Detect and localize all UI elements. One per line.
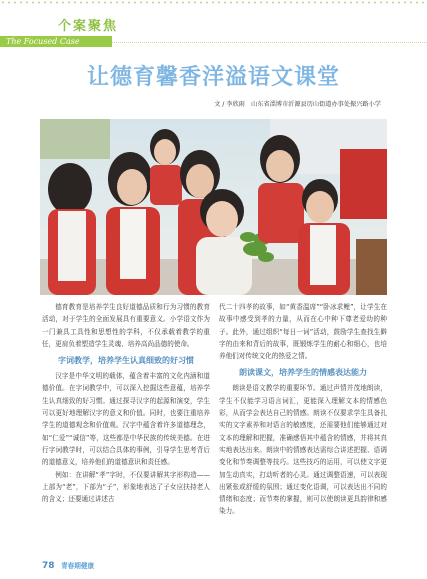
section-divider <box>112 42 427 43</box>
section-title-cn: 个案聚焦 <box>58 19 119 34</box>
section-heading: 朗读课文，培养学生的情感表达能力 <box>239 367 367 378</box>
left-column <box>42 301 210 505</box>
article-title: 让德育馨香洋溢语文课堂 <box>86 64 340 90</box>
paragraph: 德育教育是培养学生良好道德品质和行为习惯的教育活动，对于学生的全面发展具有重要意义。小学语文作为一门兼具工具性和思想性的学科，不仅承载着教学的重任，更肩负着塑造学生灵魂、培养高尚品德的使命。 <box>42 303 210 348</box>
section-title-en: The Focused Case <box>6 37 80 46</box>
paragraph: 汉字是中华文明的载体，蕴含着丰富的文化内涵和道德价值。在字词教学中，可以深入挖掘这些意蕴，培养学生认真细致的好习惯。通过探寻汉字的起源和演变，学生可以更好地理解汉字的意义和价值。同时，也要注重培养学生的道德观念和价值观。汉字中蕴含着许多道德理念，如“仁爱”“诚信”等，这些都是中华民族的传统美德。在进行字词教学时，可以结合具体的事例，引导学生思考背后的道德意义，培养他们的道德意识和责任感。 <box>42 372 210 467</box>
page-number: 78 <box>42 561 55 571</box>
page-footer <box>42 560 94 571</box>
top-decor-dots <box>0 0 427 5</box>
article-byline: 文 / 李欣雨 山东省淄博市沂源县历山街道办事处振兴路小学 <box>214 101 381 108</box>
article-photo <box>40 119 387 295</box>
magazine-name: 青春期健康 <box>61 562 95 570</box>
paragraph: 代二十四孝的故事，如“黄香温席”“卧冰求鲤”，让学生在故事中感受到孝的力量，从而在心中种下尊老爱幼的种子。此外，通过组织“每日一词”活动，鼓励学生查找生僻字的由来和背后的故事，既锻炼学生的耐心和细心，也培养他们对传统文化的热爱之情。 <box>219 303 387 361</box>
right-column <box>219 301 387 518</box>
paragraph: 朗读是语文教学的重要环节。通过声情并茂地朗读，学生不仅能学习语言词汇，更能深入理解文本的情感色彩，从而学会表达自己的情感。朗读不仅要求学生具备扎实的文字素养和对语言的敏感度，还需要他们能够通过对文本的理解和把握，准确感悟其中蕴含的情感，并将其真实地表达出来。朗读中的情感表达需综合讲述把握、语调变化和节奏调整等技巧。这些技巧的运用，可以使文字更加生动真实，打动听者的心灵。通过调整语速，可以表现出紧张或舒缓的氛围；通过变化语调，可以表达出不同的情绪和态度；而节奏的掌握，则可以使朗读更具韵律和感染力。 <box>219 384 387 516</box>
classroom-photo-image <box>40 119 387 295</box>
section-heading: 字词教学，培养学生认真细致的好习惯 <box>58 355 194 366</box>
paragraph: 例如：在讲解“孝”字时，不仅要讲解其字形构造——上部为“老”，下部为“子”，形象地表达了子女应扶持老人的含义；还要通过讲述古 <box>42 470 210 504</box>
